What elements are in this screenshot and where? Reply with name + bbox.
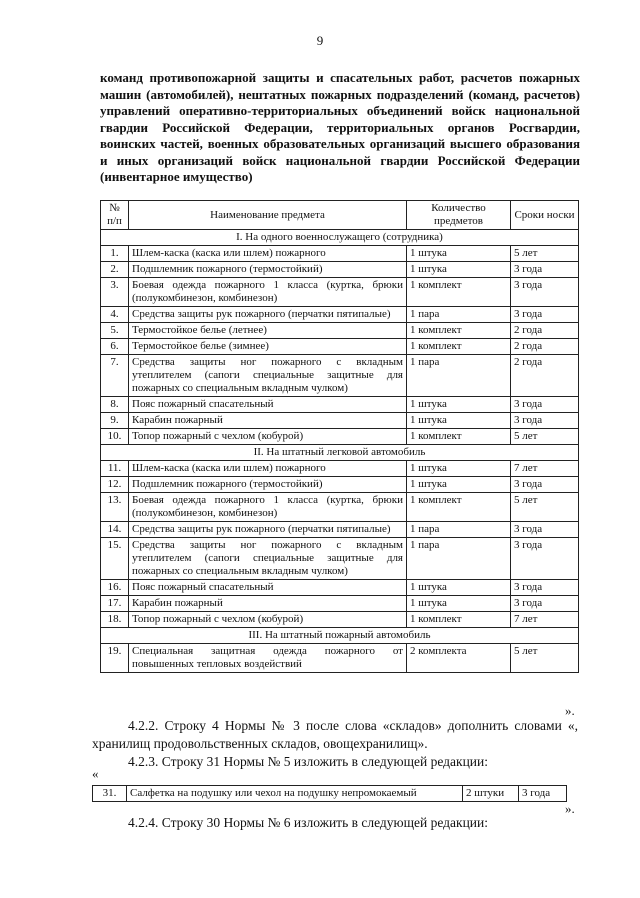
table-row bbox=[101, 323, 579, 339]
page-number: 9 bbox=[316, 33, 324, 48]
table-row bbox=[101, 355, 579, 397]
row-number: 4. bbox=[101, 307, 129, 323]
item-quantity: 1 штука bbox=[407, 580, 511, 596]
item-term: 3 года bbox=[511, 262, 579, 278]
norms-table bbox=[100, 200, 579, 673]
item-name: Шлем-каска (каска или шлем) пожарного bbox=[129, 246, 407, 262]
item-name: Топор пожарный с чехлом (кобурой) bbox=[129, 612, 407, 628]
row-number: 14. bbox=[101, 522, 129, 538]
table-row bbox=[101, 246, 579, 262]
item-term: 3 года bbox=[511, 596, 579, 612]
item-name: Пояс пожарный спасательный bbox=[129, 580, 407, 596]
item-name: Пояс пожарный спасательный bbox=[129, 397, 407, 413]
item-quantity: 1 комплект bbox=[407, 339, 511, 355]
item-term: 5 лет bbox=[511, 246, 579, 262]
item-quantity: 1 комплект bbox=[407, 493, 511, 522]
table-row bbox=[101, 262, 579, 278]
item-quantity: 1 комплект bbox=[407, 323, 511, 339]
item-quantity: 1 штука bbox=[407, 246, 511, 262]
table-row bbox=[101, 538, 579, 580]
item-term: 3 года bbox=[511, 278, 579, 307]
section-row bbox=[101, 445, 579, 461]
row-number: 5. bbox=[101, 323, 129, 339]
item-term: 3 года bbox=[511, 580, 579, 596]
table-row bbox=[101, 596, 579, 612]
paragraph-4-2-2: 4.2.2. Строку 4 Нормы № 3 после слова «складов» дополнить словами «, хранилищ продовольственных складов, овощехранилищ». bbox=[92, 718, 578, 751]
item-term: 3 года bbox=[511, 538, 579, 580]
header-quantity: Количество предметов bbox=[407, 201, 511, 230]
opening-quote: « bbox=[92, 766, 99, 781]
item-term: 2 года bbox=[511, 323, 579, 339]
row-number: 17. bbox=[101, 596, 129, 612]
item-quantity: 1 пара bbox=[407, 522, 511, 538]
header-wear-term: Сроки носки bbox=[511, 201, 579, 230]
row-number: 3. bbox=[101, 278, 129, 307]
section-row bbox=[101, 230, 579, 246]
row-number: 19. bbox=[101, 644, 129, 673]
item-quantity: 1 комплект bbox=[407, 429, 511, 445]
closing-quote: ». bbox=[565, 801, 575, 816]
item-name: Средства защиты ног пожарного с вкладным утеплителем (сапоги специальные защитные для пожарных со специальным вкладным чулком) bbox=[129, 538, 407, 580]
item-name: Боевая одежда пожарного 1 класса (куртка, брюки (полукомбинезон, комбинезон) bbox=[129, 278, 407, 307]
item-term: 3 года bbox=[511, 522, 579, 538]
header-number: № п/п bbox=[101, 201, 129, 230]
item-term: 3 года bbox=[511, 397, 579, 413]
item-term: 3 года bbox=[511, 477, 579, 493]
section-title: III. На штатный пожарный автомобиль bbox=[101, 628, 579, 644]
row-number: 12. bbox=[101, 477, 129, 493]
section-row bbox=[101, 628, 579, 644]
item-name: Боевая одежда пожарного 1 класса (куртка, брюки (полукомбинезон, комбинезон) bbox=[129, 493, 407, 522]
item-term: 7 лет bbox=[511, 612, 579, 628]
row-number: 13. bbox=[101, 493, 129, 522]
item-quantity: 1 пара bbox=[407, 538, 511, 580]
row-number: 16. bbox=[101, 580, 129, 596]
table-row bbox=[101, 612, 579, 628]
item-term: 7 лет bbox=[511, 461, 579, 477]
item-quantity: 1 штука bbox=[407, 596, 511, 612]
item-quantity: 1 штука bbox=[407, 397, 511, 413]
item-term: 3 года bbox=[519, 786, 567, 802]
row-number: 2. bbox=[101, 262, 129, 278]
row-number: 11. bbox=[101, 461, 129, 477]
item-quantity: 1 штука bbox=[407, 461, 511, 477]
row-number: 1. bbox=[101, 246, 129, 262]
table-row bbox=[101, 429, 579, 445]
row-number: 15. bbox=[101, 538, 129, 580]
table-row bbox=[101, 413, 579, 429]
item-name: Салфетка на подушку или чехол на подушку непромокаемый bbox=[127, 786, 463, 802]
row-number: 18. bbox=[101, 612, 129, 628]
item-quantity: 1 штука bbox=[407, 262, 511, 278]
item-quantity: 1 штука bbox=[407, 413, 511, 429]
table-row bbox=[101, 477, 579, 493]
row-number: 9. bbox=[101, 413, 129, 429]
item-name: Средства защиты рук пожарного (перчатки пятипалые) bbox=[129, 522, 407, 538]
table-row bbox=[101, 580, 579, 596]
item-name: Средства защиты рук пожарного (перчатки пятипалые) bbox=[129, 307, 407, 323]
item-name: Термостойкое белье (летнее) bbox=[129, 323, 407, 339]
item-quantity: 1 штука bbox=[407, 477, 511, 493]
table-row bbox=[101, 397, 579, 413]
item-name: Средства защиты ног пожарного с вкладным утеплителем (сапоги специальные защитные для пожарных со специальным вкладным чулком) bbox=[129, 355, 407, 397]
item-quantity: 1 пара bbox=[407, 355, 511, 397]
paragraph-4-2-4: 4.2.4. Строку 30 Нормы № 6 изложить в следующей редакции: bbox=[128, 815, 489, 830]
row-number: 8. bbox=[101, 397, 129, 413]
item-name: Топор пожарный с чехлом (кобурой) bbox=[129, 429, 407, 445]
table-row bbox=[101, 644, 579, 673]
item-name: Карабин пожарный bbox=[129, 596, 407, 612]
item-quantity: 2 штуки bbox=[463, 786, 519, 802]
row-number: 10. bbox=[101, 429, 129, 445]
document-heading: команд противопожарной защиты и спасательных работ, расчетов пожарных машин (автомобилей), нештатных пожарных подразделений (команд, расчетов) управлений оперативно-территориальных объединений войск национальной гвардии Российской Федерации, территориальных органов Росгвардии, воинских частей, военных образовательных организаций высшего образования и иных организаций войск национальной гвардии Российской Федерации (инвентарное имущество) bbox=[100, 70, 580, 184]
row-number: 7. bbox=[101, 355, 129, 397]
item-term: 3 года bbox=[511, 413, 579, 429]
item-name: Подшлемник пожарного (термостойкий) bbox=[129, 262, 407, 278]
item-term: 2 года bbox=[511, 355, 579, 397]
header-item-name: Наименование предмета bbox=[129, 201, 407, 230]
item-term: 3 года bbox=[511, 307, 579, 323]
table-row bbox=[101, 493, 579, 522]
table-row bbox=[93, 786, 567, 802]
item-term: 5 лет bbox=[511, 429, 579, 445]
item-name: Специальная защитная одежда пожарного от повышенных тепловых воздействий bbox=[129, 644, 407, 673]
item-term: 2 года bbox=[511, 339, 579, 355]
table-row bbox=[101, 278, 579, 307]
paragraph-4-2-3: 4.2.3. Строку 31 Нормы № 5 изложить в следующей редакции: bbox=[128, 754, 489, 769]
item-quantity: 2 комплекта bbox=[407, 644, 511, 673]
item-name: Шлем-каска (каска или шлем) пожарного bbox=[129, 461, 407, 477]
item-name: Термостойкое белье (зимнее) bbox=[129, 339, 407, 355]
item-term: 5 лет bbox=[511, 493, 579, 522]
item-name: Подшлемник пожарного (термостойкий) bbox=[129, 477, 407, 493]
table-row bbox=[101, 307, 579, 323]
section-title: II. На штатный легковой автомобиль bbox=[101, 445, 579, 461]
closing-quote: ». bbox=[565, 703, 575, 718]
item-name: Карабин пожарный bbox=[129, 413, 407, 429]
table-row bbox=[101, 339, 579, 355]
table-row bbox=[101, 461, 579, 477]
table-header-row bbox=[101, 201, 579, 230]
section-title: I. На одного военнослужащего (сотрудника) bbox=[101, 230, 579, 246]
row-31-table bbox=[92, 785, 567, 802]
row-number: 6. bbox=[101, 339, 129, 355]
item-quantity: 1 комплект bbox=[407, 612, 511, 628]
item-quantity: 1 комплект bbox=[407, 278, 511, 307]
item-quantity: 1 пара bbox=[407, 307, 511, 323]
item-term: 5 лет bbox=[511, 644, 579, 673]
table-row bbox=[101, 522, 579, 538]
row-number: 31. bbox=[93, 786, 127, 802]
